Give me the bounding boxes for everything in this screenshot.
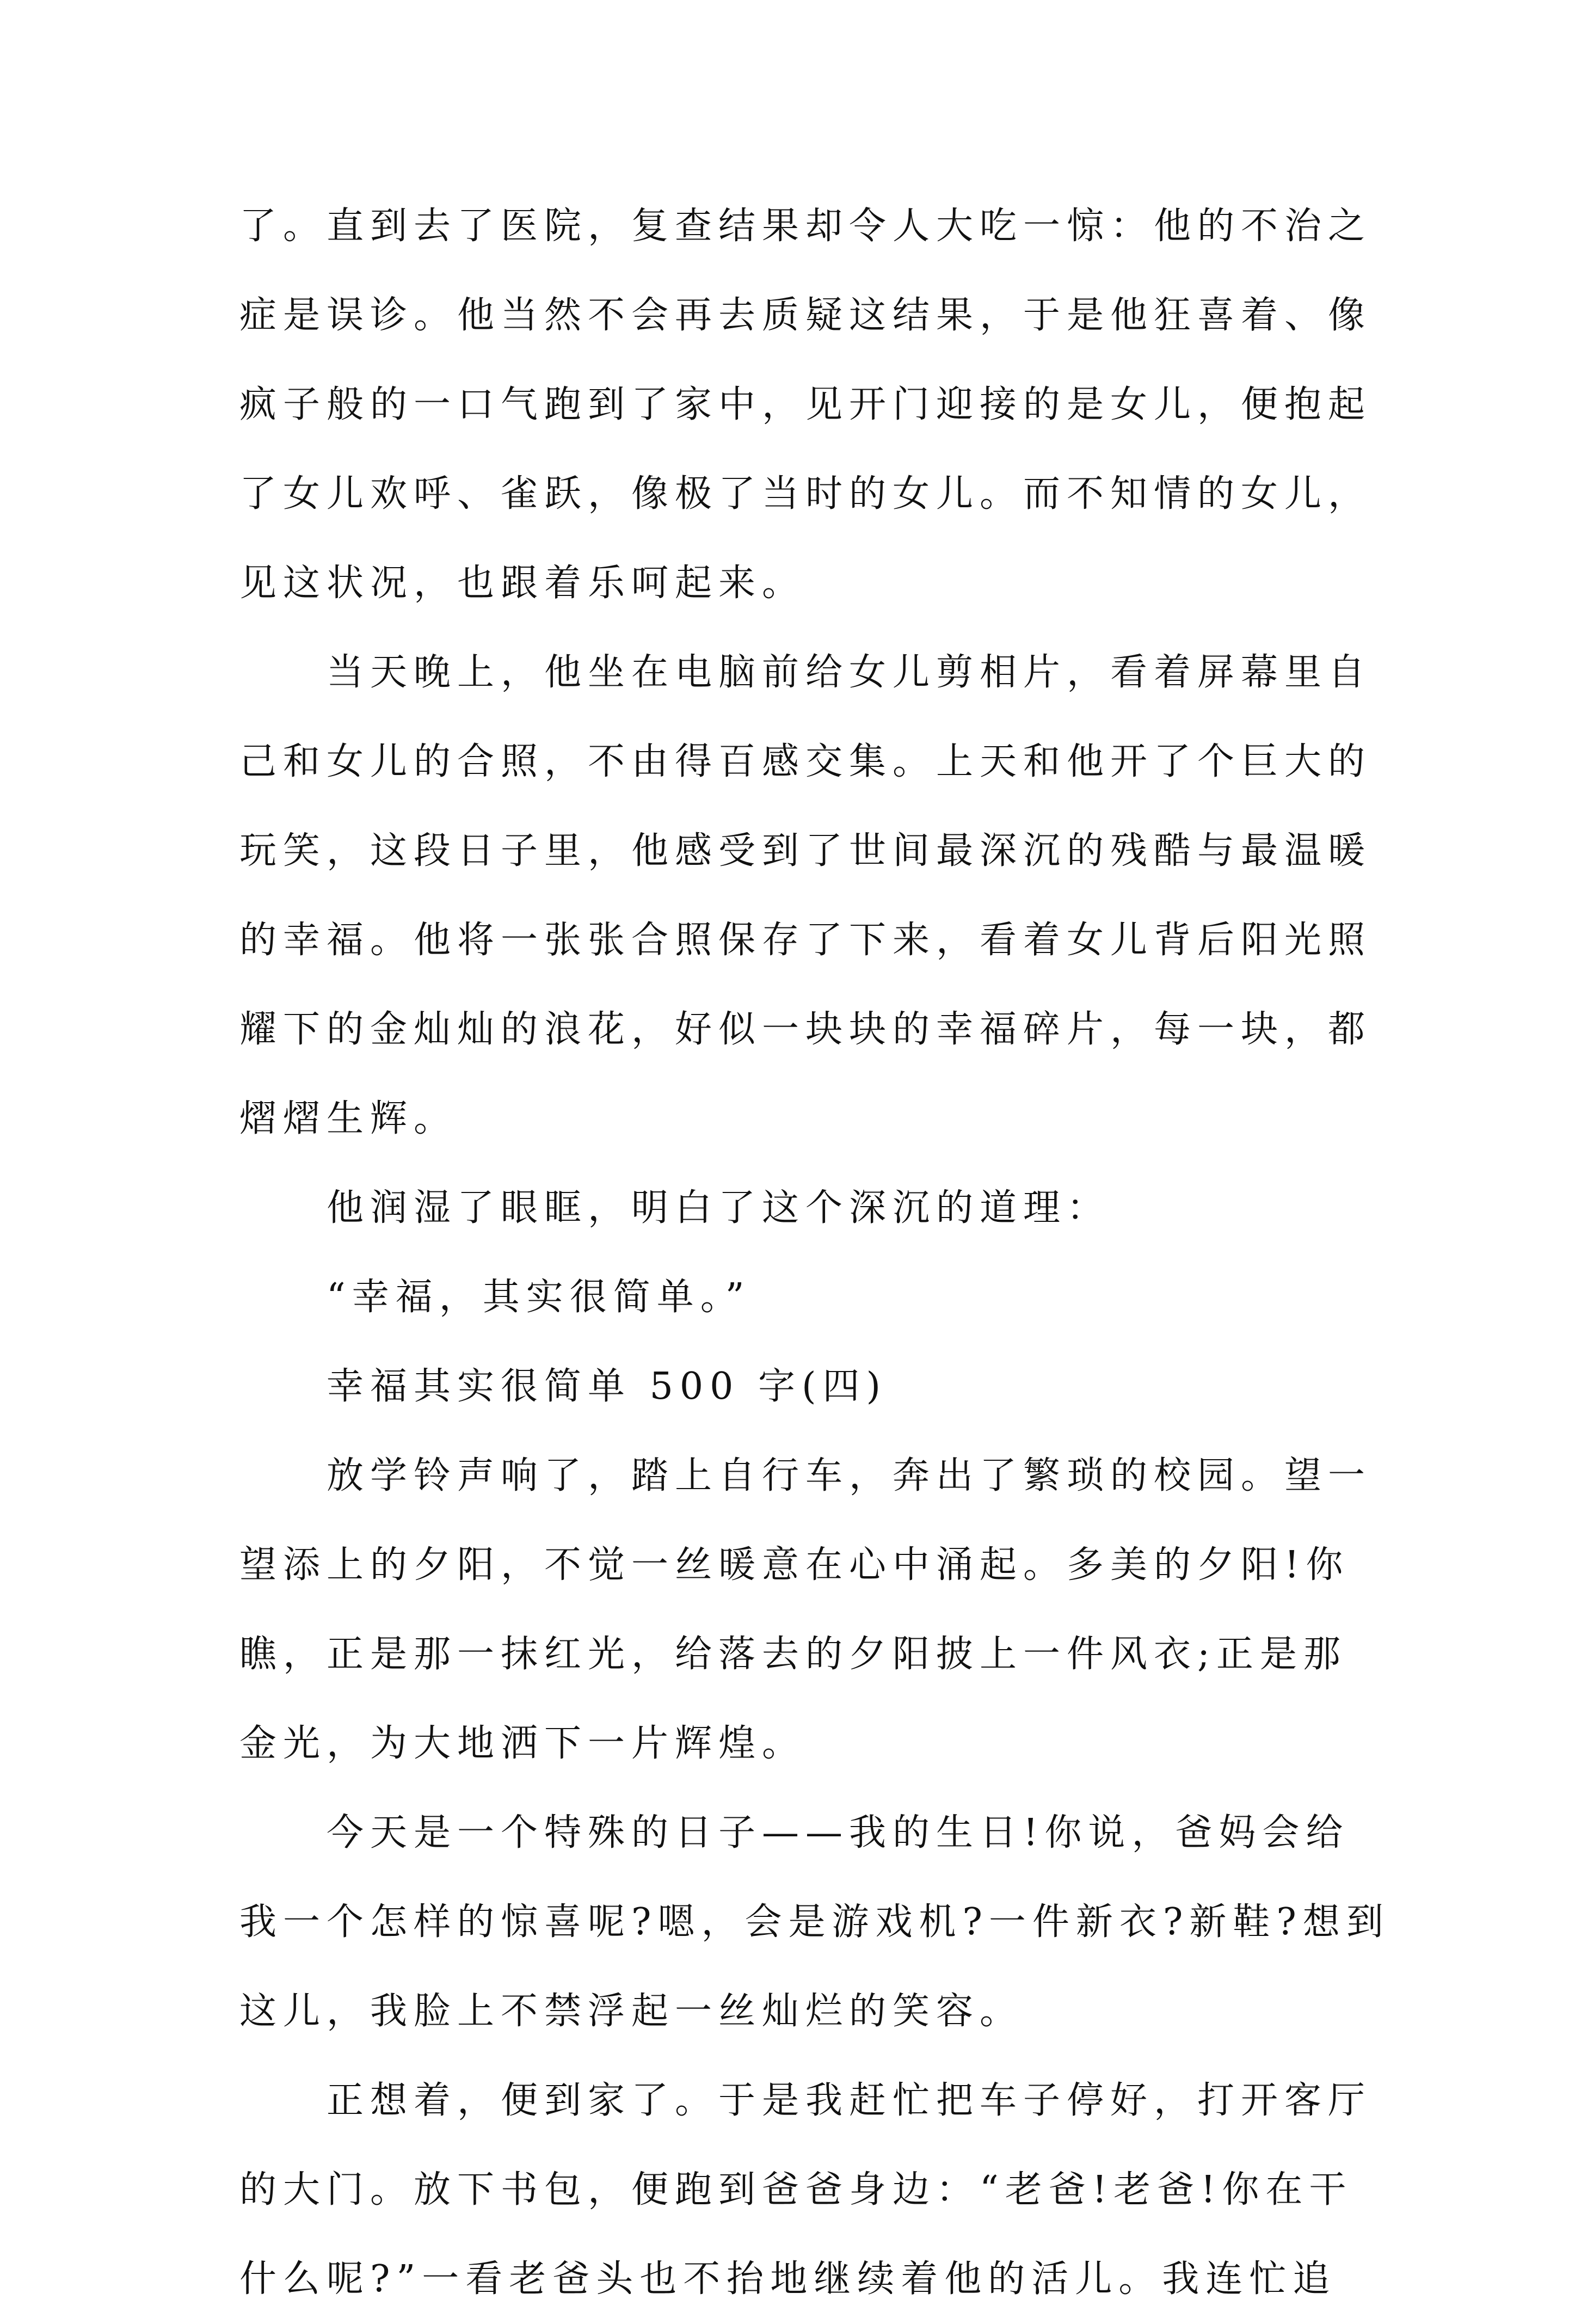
document-body [239,182,1390,2324]
text-line: 他润湿了眼眶，明白了这个深沉的道理： [327,1186,1111,1229]
text-line: 什么呢?”一看老爸头也不抬地继续着他的活儿。我连忙追 [239,2258,1337,2301]
text-line: 见这状况，也跟着乐呵起来。 [239,562,806,605]
text-line: 症是误诊。他当然不会再去质疑这结果，于是他狂喜着、像 [239,294,1372,337]
text-line: 金光，为大地洒下一片辉煌。 [239,1722,806,1765]
text-line: 望添上的夕阳，不觉一丝暖意在心中涌起。多美的夕阳!你 [239,1544,1350,1587]
text-line: 疯子般的一口气跑到了家中，见开门迎接的是女儿，便抱起 [239,383,1372,426]
text-line: 了。直到去了医院，复查结果却令人大吃一惊：他的不治之 [239,205,1372,248]
text-line: 了女儿欢呼、雀跃，像极了当时的女儿。而不知情的女儿， [239,472,1372,515]
text-line: 当天晚上，他坐在电脑前给女儿剪相片，看着屏幕里自 [327,651,1372,694]
text-line: 耀下的金灿灿的浪花，好似一块块的幸福碎片，每一块，都 [239,1008,1372,1051]
text-line: 玩笑，这段日子里，他感受到了世间最深沉的残酷与最温暖 [239,829,1372,872]
text-line: 熠熠生辉。 [239,1097,458,1140]
text-line: 今天是一个特殊的日子——我的生日!你说，爸妈会给 [327,1811,1350,1854]
text-line: 幸福其实很简单 500 字(四) [327,1365,888,1408]
text-line: 正想着，便到家了。于是我赶忙把车子停好，打开客厅 [327,2079,1372,2122]
text-line: 放学铃声响了，踏上自行车，奔出了繁琐的校园。望一 [327,1454,1372,1497]
text-line: 瞧，正是那一抹红光，给落去的夕阳披上一件风衣;正是那 [239,1633,1347,1676]
text-line: 这儿，我脸上不禁浮起一丝灿烂的笑容。 [239,1990,1024,2033]
text-line: 己和女儿的合照，不由得百感交集。上天和他开了个巨大的 [239,740,1372,783]
text-line: “幸福，其实很简单。” [327,1276,751,1319]
text-line: 的幸福。他将一张张合照保存了下来，看着女儿背后阳光照 [239,919,1372,962]
text-line: 我一个怎样的惊喜呢?嗯，会是游戏机?一件新衣?新鞋?想到 [239,1901,1390,1944]
text-line: 的大门。放下书包，便跑到爸爸身边：“老爸!老爸!你在干 [239,2168,1353,2211]
